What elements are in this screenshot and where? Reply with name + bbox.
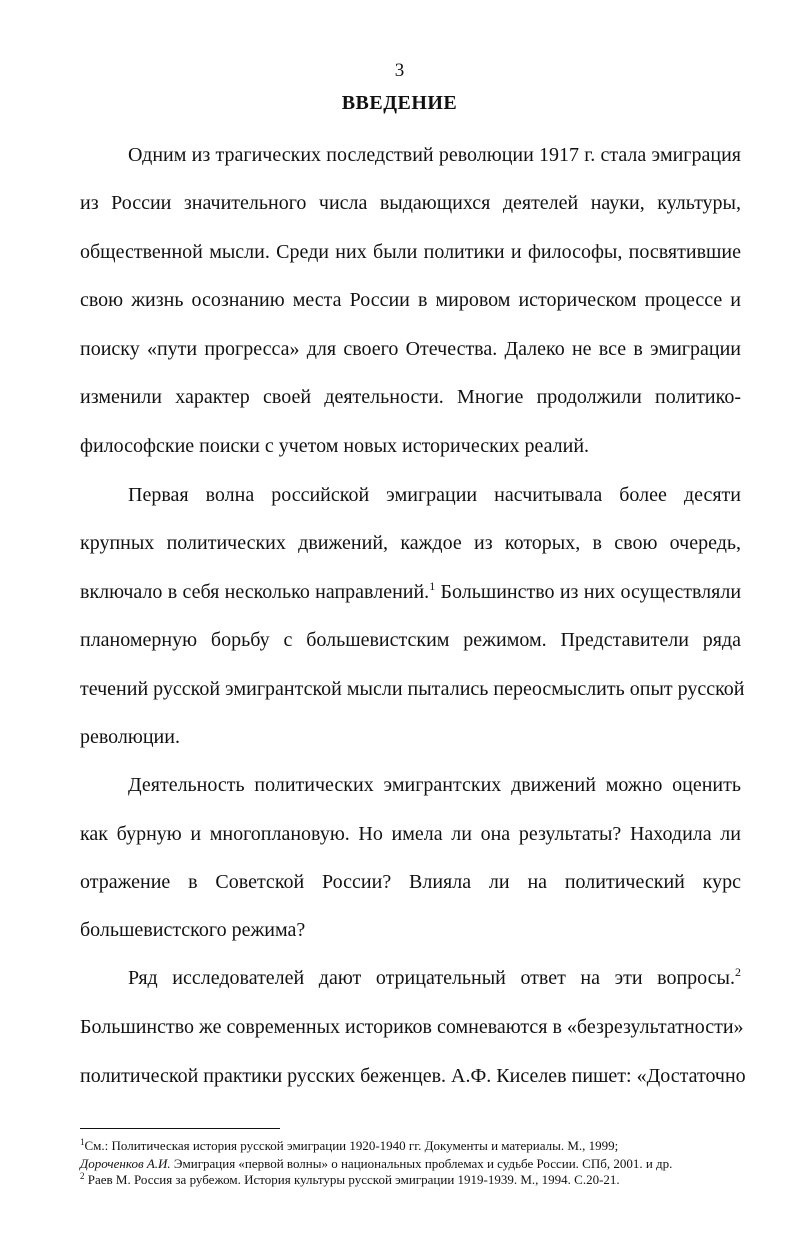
- paragraph-2-line-2: крупных политических движений, каждое из которых, в свою очередь,: [80, 532, 741, 554]
- paragraph-4-line-3: политической практики русских беженцев. А.Ф. Киселев пишет: «Достаточно: [80, 1065, 746, 1087]
- footnote-separator: [80, 1128, 280, 1129]
- page-title: ВВЕДЕНИЕ: [341, 92, 458, 114]
- footnote-1-text: См.: Политическая история русской эмиграции 1920-1940 гг. Документы и материалы. М., 1999;: [84, 1138, 619, 1153]
- paragraph-2-line-5: течений русской эмигрантской мысли пытались переосмыслить опыт русской: [80, 678, 745, 700]
- page-number: 3: [394, 60, 405, 81]
- footnote-1-mark: 1: [80, 1137, 85, 1147]
- footnote-ref-2[interactable]: 2: [735, 965, 741, 979]
- paragraph-2-line-6: революции.: [80, 726, 180, 748]
- footnote-2-text: Раев М. Россия за рубежом. История культуры русской эмиграции 1919-1939. М., 1994. С.20-21.: [84, 1172, 620, 1187]
- paragraph-2-line-4: планомерную борьбу с большевистским режимом. Представители ряда: [80, 629, 741, 651]
- paragraph-3-line-3: отражение в Советской России? Влияла ли на политический курс: [80, 871, 741, 893]
- paragraph-3-line-4: большевистского режима?: [80, 919, 306, 941]
- paragraph-2-line-3: [80, 580, 741, 604]
- paragraph-4-line-1: [128, 966, 741, 990]
- paragraph-1-line-1: Одним из трагических последствий революции 1917 г. стала эмиграция: [128, 144, 741, 166]
- footnote-1-author: Дороченков А.И.: [80, 1156, 171, 1171]
- footnote-1-line-1: [80, 1138, 760, 1154]
- paragraph-4-line-2: Большинство же современных историков сомневаются в «безрезультатности»: [80, 1016, 744, 1038]
- footnote-1-line-2: [80, 1156, 760, 1172]
- footnote-1-text-2: Эмиграция «первой волны» о национальных проблемах и судьбе России. СПб, 2001. и др.: [170, 1156, 673, 1171]
- footnote-2-mark: 2: [80, 1171, 85, 1181]
- paragraph-3-line-1: Деятельность политических эмигрантских движений можно оценить: [128, 774, 741, 796]
- paragraph-4-line-1-text: Ряд исследователей дают отрицательный ответ на эти вопросы.: [128, 967, 735, 989]
- footnote-ref-1[interactable]: 1: [429, 579, 436, 593]
- paragraph-2-line-3-start: включало в себя несколько направлений.: [80, 581, 430, 603]
- paragraph-1-line-5: поиску «пути прогресса» для своего Отечества. Далеко не все в эмиграции: [80, 338, 741, 360]
- paragraph-1-line-4: свою жизнь осознанию места России в мировом историческом процессе и: [80, 289, 741, 311]
- paragraph-1-line-6: изменили характер своей деятельности. Многие продолжили политико-: [80, 386, 741, 408]
- paragraph-2-line-1: Первая волна российской эмиграции насчитывала более десяти: [128, 484, 741, 506]
- paragraph-2-line-3-end: Большинство из них осуществляли: [440, 581, 742, 603]
- paragraph-3-line-2: как бурную и многоплановую. Но имела ли она результаты? Находила ли: [80, 823, 741, 845]
- paragraph-1-line-7: философские поиски с учетом новых исторических реалий.: [80, 435, 590, 457]
- footnote-2: [80, 1172, 760, 1188]
- paragraph-1-line-2: из России значительного числа выдающихся деятелей науки, культуры,: [80, 192, 741, 214]
- paragraph-1-line-3: общественной мысли. Среди них были политики и философы, посвятившие: [80, 241, 741, 263]
